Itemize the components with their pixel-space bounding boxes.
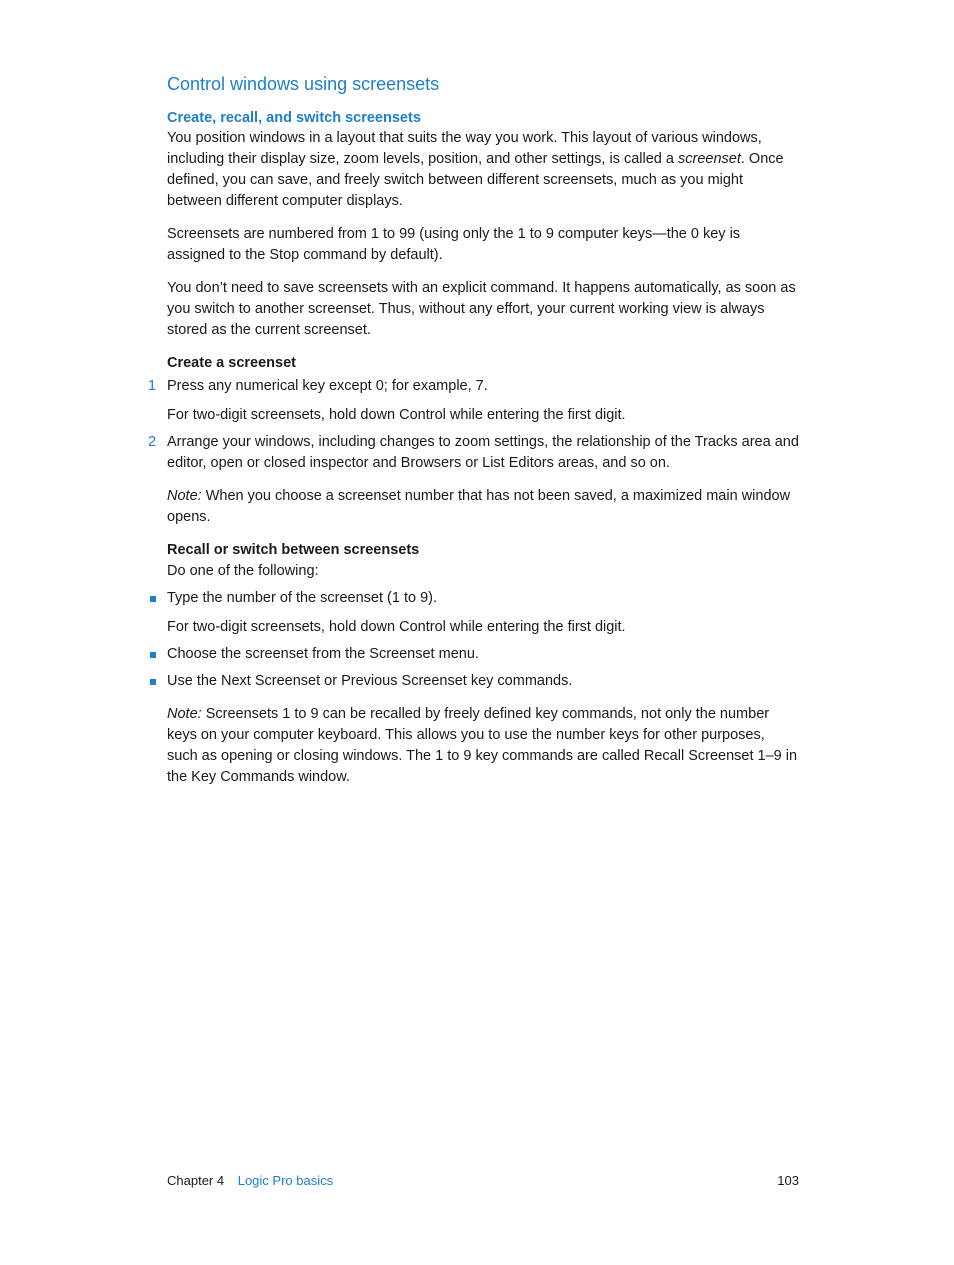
recall-intro: Do one of the following:	[167, 563, 319, 579]
note-lead: Note:	[167, 488, 202, 504]
create-note	[167, 486, 799, 528]
step-text: Arrange your windows, including changes to zoom settings, the relationship of the Tracks area and editor, open or closed inspector and Browsers or List Editors areas, and so on.	[167, 434, 799, 471]
page-footer	[167, 1172, 799, 1190]
note-text: Screensets 1 to 9 can be recalled by freely defined key commands, not only the number keys on your computer keyboard. This allows you to use the number keys for other purposes, such as opening or closing windows. The 1 to 9 key commands are called Recall Screenset 1–9 in the Key Commands window.	[167, 706, 798, 785]
subsection-title: Create, recall, and switch screensets	[167, 110, 421, 126]
intro-text: You position windows in a layout that suits the way you work. This layout of various windows, including their display size, zoom levels, position, and other settings, is called a	[167, 130, 762, 167]
intro-paragraph-1	[167, 128, 799, 212]
bullet-1-subtext: For two-digit screensets, hold down Control while entering the first digit.	[167, 619, 626, 635]
bullet-2	[167, 644, 799, 665]
step-2	[148, 432, 799, 474]
note-text: When you choose a screenset number that has not been saved, a maximized main window opens.	[167, 488, 791, 525]
bullet-text: Choose the screenset from the Screenset menu.	[167, 646, 479, 662]
step-1	[148, 376, 799, 397]
step-number: 2	[148, 434, 157, 450]
note-lead: Note:	[167, 706, 202, 722]
bullet-square-icon	[150, 652, 156, 658]
step-text: Press any numerical key except 0; for example, 7.	[167, 378, 488, 394]
bullet-text: Type the number of the screenset (1 to 9).	[167, 590, 438, 606]
bullet-square-icon	[150, 596, 156, 602]
recall-note	[167, 704, 799, 788]
bullet-1	[167, 588, 799, 609]
intro-paragraph-3: You don’t need to save screensets with an explicit command. It happens automatically, as soon as you switch to another screenset. Thus, without any effort, your current working view is always stored as the current screenset.	[167, 280, 796, 338]
intro-paragraph-2: Screensets are numbered from 1 to 99 (using only the 1 to 9 computer keys—the 0 key is assigned to the Stop command by default).	[167, 226, 741, 263]
term-screenset: screenset	[678, 151, 741, 167]
footer-chapter: Chapter 4	[167, 1173, 225, 1188]
bullet-3	[167, 671, 799, 692]
intro-text-cont: . Once defined, you can save, and freely switch between different screensets, much as you might between different computer displays.	[167, 151, 784, 209]
bullet-text: Use the Next Screenset or Previous Screenset key commands.	[167, 673, 573, 689]
footer-chapter-link[interactable]: Logic Pro basics	[237, 1173, 334, 1188]
page-number: 103	[777, 1173, 799, 1188]
step-number: 1	[148, 378, 157, 394]
page-content	[148, 72, 799, 800]
step-1-subtext: For two-digit screensets, hold down Control while entering the first digit.	[167, 407, 626, 423]
create-screenset-label: Create a screenset	[167, 355, 296, 371]
recall-screenset-label: Recall or switch between screensets	[167, 542, 420, 558]
bullet-square-icon	[150, 679, 156, 685]
section-title: Control windows using screensets	[167, 74, 440, 94]
